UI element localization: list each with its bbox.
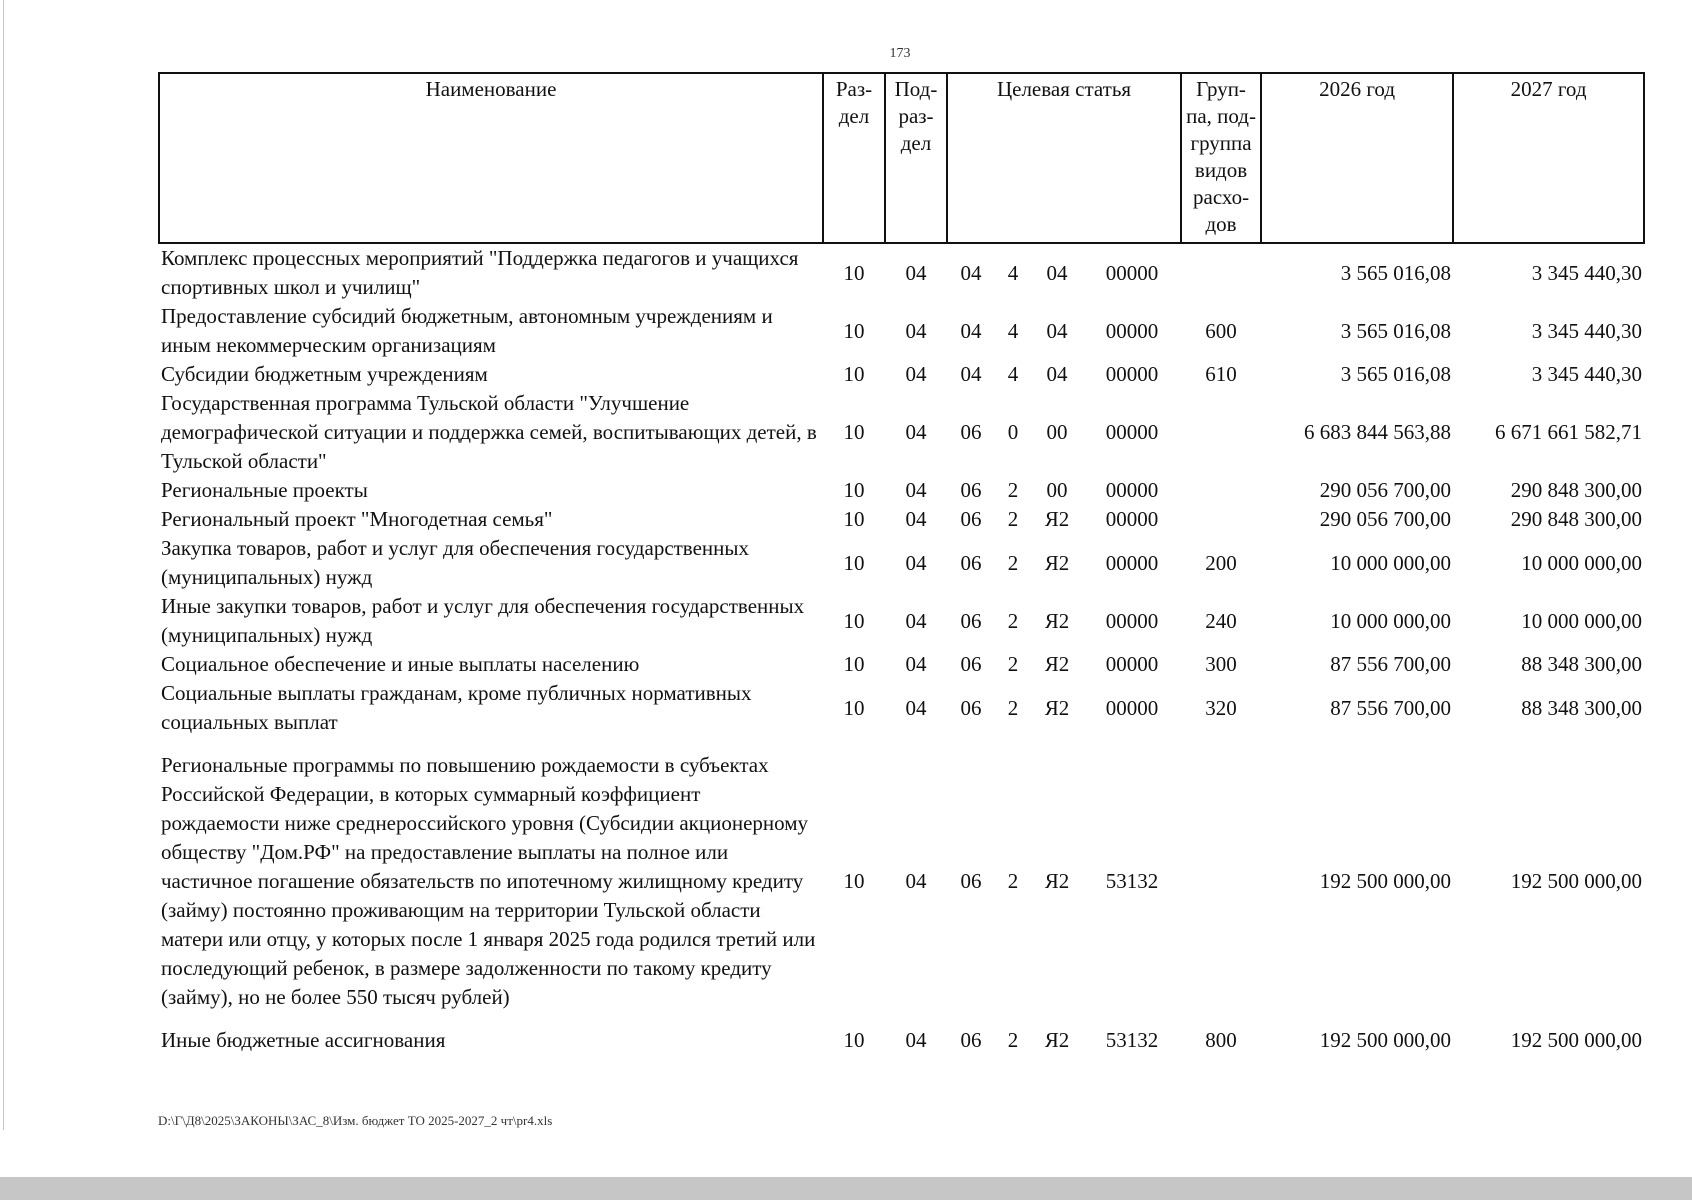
table-row <box>159 650 1644 679</box>
row-target-type: 4 <box>1007 318 1019 343</box>
table-row <box>159 243 1644 302</box>
row-amount-2026: 6 683 844 563,88 <box>1304 420 1452 444</box>
row-amount-2027: 290 848 300,00 <box>1510 478 1643 502</box>
table-row <box>159 389 1644 476</box>
row-target-type: 2 <box>1007 652 1019 676</box>
table-row <box>159 592 1644 650</box>
row-amount-2027: 3 345 440,30 <box>1531 318 1643 343</box>
page-edge-rule <box>3 0 4 1130</box>
row-target-program: 06 <box>960 507 982 531</box>
table-row <box>159 737 1644 1026</box>
row-target-program: 06 <box>960 608 982 633</box>
row-subsection: 04 <box>905 260 927 285</box>
budget-table <box>158 72 1645 1055</box>
row-amount-2027: 88 348 300,00 <box>1521 695 1643 720</box>
row-target-direction: 00000 <box>1105 652 1159 676</box>
row-target-direction: 00000 <box>1105 478 1159 502</box>
footer-file-path: D:\Г\Д8\2025\ЗАКОНЫ\ЗАС_8\Изм. бюджет ТО 2025-2027_2 чт\pr4.xls <box>158 1113 553 1128</box>
row-target-program: 04 <box>960 260 982 285</box>
row-section: 10 <box>843 652 865 676</box>
row-target-program: 06 <box>960 478 982 502</box>
row-target-type: 2 <box>1007 550 1019 575</box>
row-name: Государственная программа Тульской области "Улучшение демографической ситуации и поддержка семей, воспитывающих детей, в Тульской области" <box>161 391 817 473</box>
row-target-element: Я2 <box>1044 652 1070 676</box>
row-amount-2027: 3 345 440,30 <box>1531 362 1643 386</box>
row-subsection: 04 <box>905 695 927 720</box>
row-target-program: 06 <box>960 420 982 444</box>
row-target-program: 06 <box>960 869 982 893</box>
page-number: 173 <box>889 46 911 61</box>
row-name: Иные закупки товаров, работ и услуг для обеспечения государственных (муниципальных) нужд <box>161 594 805 647</box>
row-section: 10 <box>843 507 865 531</box>
row-target-type: 2 <box>1007 1028 1019 1052</box>
row-subsection: 04 <box>905 478 927 502</box>
row-expense-group <box>1181 389 1261 476</box>
row-amount-2026: 192 500 000,00 <box>1319 1028 1452 1052</box>
header-target-article: Целевая статья <box>947 73 1181 243</box>
table-row <box>159 302 1644 360</box>
row-target-element: Я2 <box>1044 1028 1070 1052</box>
row-target-type: 4 <box>1007 362 1019 386</box>
row-target-element: 00 <box>1046 478 1068 502</box>
row-target-direction: 53132 <box>1105 869 1159 893</box>
row-section: 10 <box>843 608 865 633</box>
table-row <box>159 1026 1644 1055</box>
row-amount-2026: 10 000 000,00 <box>1330 550 1452 575</box>
row-subsection: 04 <box>905 652 927 676</box>
header-section: Раз-дел <box>823 73 885 243</box>
row-section: 10 <box>843 318 865 343</box>
row-expense-group: 320 <box>1205 695 1237 720</box>
row-name: Предоставление субсидий бюджетным, автономным учреждениям и иным некоммерческим организациям <box>161 304 773 357</box>
row-target-element: Я2 <box>1044 507 1070 531</box>
row-subsection: 04 <box>905 362 927 386</box>
row-target-type: 2 <box>1007 869 1019 893</box>
row-name: Региональные программы по повышению рождаемости в субъектах Российской Федерации, в которых суммарный коэффициент рождаемости ниже среднероссийского уровня (Субсидии акционерному обществу "Дом.РФ" на предоставление выплаты на полное или частичное погашение обязательств по ипотечному жилищному кредиту (займу) постоянно проживающим на территории Тульской области матери или отцу, у которых после 1 января 2025 года родился третий или последующий ребенок, в размере задолженности по такому кредиту (займу), но не более 550 тысяч рублей) <box>161 753 816 1009</box>
row-name: Комплекс процессных мероприятий "Поддержка педагогов и учащихся спортивных школ и училищ" <box>161 246 799 299</box>
row-amount-2027: 290 848 300,00 <box>1510 507 1643 531</box>
row-target-element: Я2 <box>1044 608 1070 633</box>
row-subsection: 04 <box>905 869 927 893</box>
header-name: Наименование <box>159 73 823 243</box>
row-target-type: 2 <box>1007 478 1019 502</box>
row-expense-group <box>1181 505 1261 534</box>
row-name: Социальное обеспечение и иные выплаты населению <box>161 652 640 676</box>
row-target-direction: 00000 <box>1105 362 1159 386</box>
row-target-program: 04 <box>960 318 982 343</box>
row-amount-2026: 3 565 016,08 <box>1340 362 1452 386</box>
header-expense-group: Груп-па, под-группа видов расхо-дов <box>1181 73 1261 243</box>
row-target-program: 06 <box>960 1028 982 1052</box>
row-target-program: 06 <box>960 652 982 676</box>
row-expense-group <box>1181 476 1261 505</box>
table-row <box>159 505 1644 534</box>
table-body <box>159 243 1644 1055</box>
row-amount-2027: 192 500 000,00 <box>1510 1028 1643 1052</box>
row-expense-group <box>1181 243 1261 302</box>
row-amount-2026: 290 056 700,00 <box>1319 507 1452 531</box>
row-amount-2027: 10 000 000,00 <box>1521 550 1643 575</box>
row-amount-2027: 6 671 661 582,71 <box>1495 420 1643 444</box>
row-amount-2027: 10 000 000,00 <box>1521 608 1643 633</box>
table-row <box>159 476 1644 505</box>
row-name: Иные бюджетные ассигнования <box>161 1028 446 1052</box>
row-target-element: 00 <box>1046 420 1068 444</box>
row-name: Социальные выплаты гражданам, кроме публичных нормативных социальных выплат <box>161 681 752 734</box>
header-subsection: Под-раз-дел <box>885 73 947 243</box>
row-amount-2026: 290 056 700,00 <box>1319 478 1452 502</box>
scan-bottom-band <box>0 1177 1692 1200</box>
row-expense-group: 200 <box>1205 550 1237 575</box>
row-target-element: Я2 <box>1044 869 1070 893</box>
row-expense-group <box>1181 737 1261 1026</box>
row-target-type: 2 <box>1007 608 1019 633</box>
row-target-program: 06 <box>960 695 982 720</box>
row-expense-group: 240 <box>1205 608 1237 633</box>
row-section: 10 <box>843 478 865 502</box>
row-amount-2026: 87 556 700,00 <box>1330 652 1452 676</box>
row-amount-2026: 192 500 000,00 <box>1319 869 1452 893</box>
row-name: Региональный проект "Многодетная семья" <box>161 507 553 531</box>
row-target-element: 04 <box>1046 318 1068 343</box>
row-target-type: 0 <box>1007 420 1019 444</box>
header-2027: 2027 год <box>1453 73 1644 243</box>
row-expense-group: 600 <box>1205 318 1237 343</box>
row-target-element: 04 <box>1046 260 1068 285</box>
table-header-row <box>159 73 1644 243</box>
row-target-direction: 00000 <box>1105 550 1159 575</box>
table-row <box>159 679 1644 737</box>
row-target-direction: 00000 <box>1105 420 1159 444</box>
header-2026: 2026 год <box>1261 73 1453 243</box>
row-amount-2026: 10 000 000,00 <box>1330 608 1452 633</box>
row-target-type: 4 <box>1007 260 1019 285</box>
row-target-program: 04 <box>960 362 982 386</box>
row-section: 10 <box>843 550 865 575</box>
row-subsection: 04 <box>905 420 927 444</box>
row-target-element: Я2 <box>1044 695 1070 720</box>
table-row <box>159 360 1644 389</box>
row-section: 10 <box>843 869 865 893</box>
table-row <box>159 534 1644 592</box>
row-section: 10 <box>843 420 865 444</box>
row-target-program: 06 <box>960 550 982 575</box>
row-target-element: Я2 <box>1044 550 1070 575</box>
row-amount-2027: 192 500 000,00 <box>1510 869 1643 893</box>
row-target-type: 2 <box>1007 507 1019 531</box>
row-amount-2026: 3 565 016,08 <box>1340 260 1452 285</box>
row-amount-2026: 87 556 700,00 <box>1330 695 1452 720</box>
row-subsection: 04 <box>905 550 927 575</box>
row-expense-group: 300 <box>1205 652 1237 676</box>
row-target-direction: 00000 <box>1105 608 1159 633</box>
row-name: Субсидии бюджетным учреждениям <box>161 362 488 386</box>
row-target-direction: 00000 <box>1105 318 1159 343</box>
row-target-direction: 00000 <box>1105 695 1159 720</box>
row-amount-2027: 88 348 300,00 <box>1521 652 1643 676</box>
row-expense-group: 800 <box>1205 1028 1237 1052</box>
row-subsection: 04 <box>905 608 927 633</box>
row-target-direction: 00000 <box>1105 507 1159 531</box>
row-subsection: 04 <box>905 318 927 343</box>
row-subsection: 04 <box>905 1028 927 1052</box>
row-section: 10 <box>843 695 865 720</box>
row-section: 10 <box>843 1028 865 1052</box>
row-expense-group: 610 <box>1205 362 1237 386</box>
row-target-type: 2 <box>1007 695 1019 720</box>
row-section: 10 <box>843 362 865 386</box>
row-name: Региональные проекты <box>161 478 368 502</box>
row-target-element: 04 <box>1046 362 1068 386</box>
row-amount-2026: 3 565 016,08 <box>1340 318 1452 343</box>
row-target-direction: 00000 <box>1105 260 1159 285</box>
row-target-direction: 53132 <box>1105 1028 1159 1052</box>
row-subsection: 04 <box>905 507 927 531</box>
row-section: 10 <box>843 260 865 285</box>
row-name: Закупка товаров, работ и услуг для обеспечения государственных (муниципальных) нужд <box>161 536 750 589</box>
row-amount-2027: 3 345 440,30 <box>1531 260 1643 285</box>
